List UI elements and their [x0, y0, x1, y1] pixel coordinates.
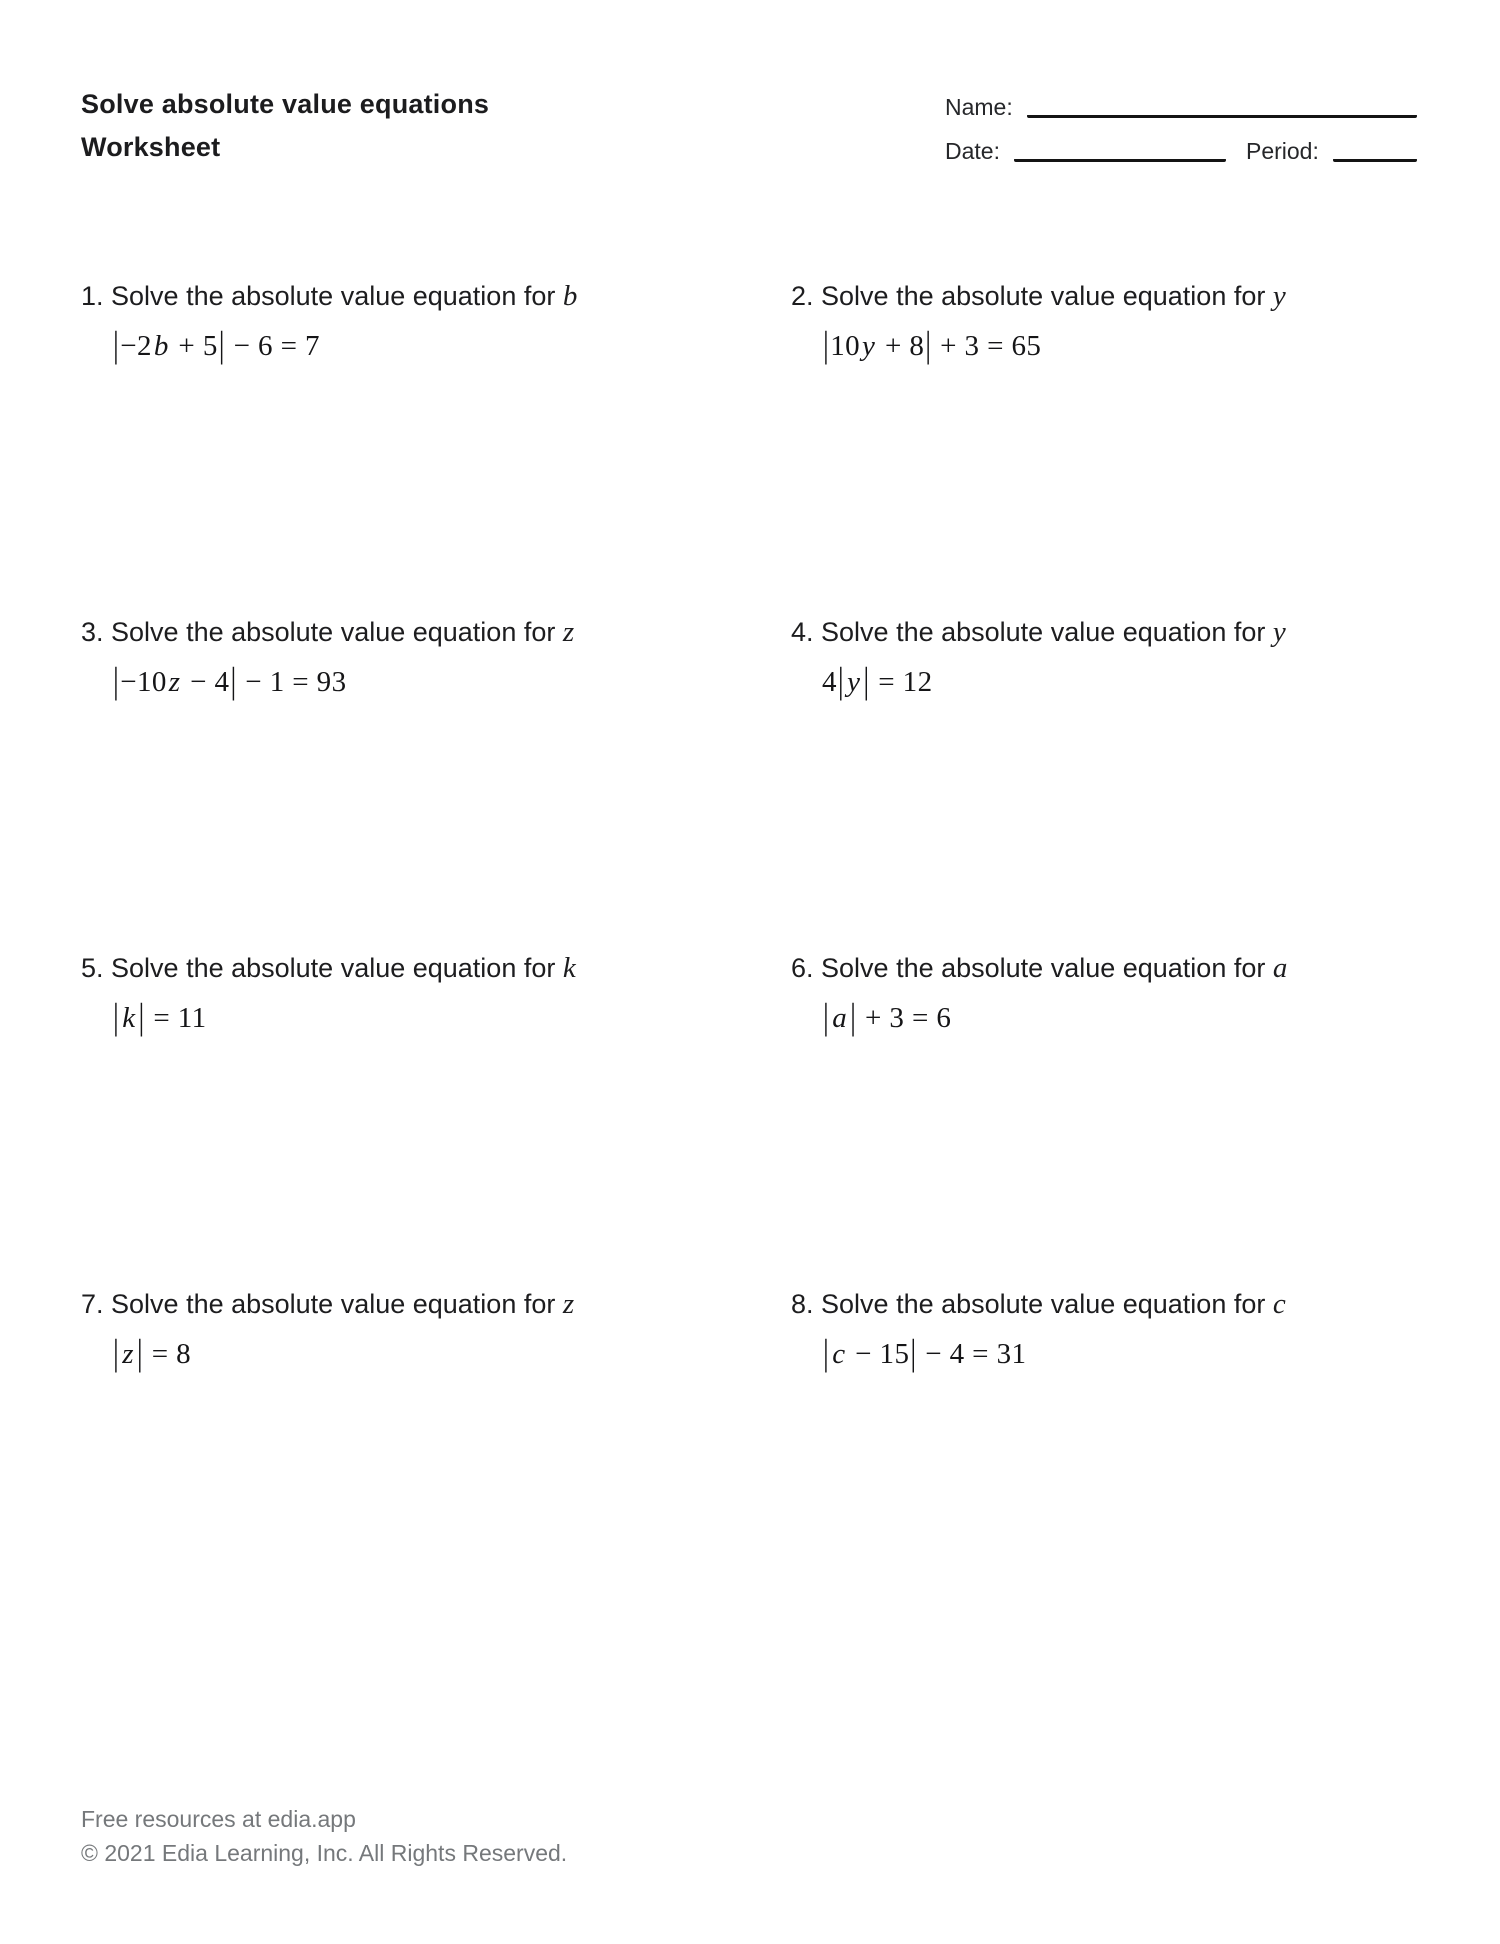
equation-token: 4	[822, 666, 837, 698]
absolute-value-bar: |	[113, 324, 120, 366]
absolute-value-bar: |	[823, 996, 830, 1038]
footer-resources-text: Free resources at edia.app	[81, 1806, 356, 1832]
problem-number: 6.	[791, 953, 814, 983]
equation-token: + 3 = 6	[857, 1002, 952, 1034]
name-field-row	[945, 93, 1417, 121]
equation-token: + 5	[170, 330, 218, 362]
absolute-value-bar: |	[850, 996, 857, 1038]
problem-prompt: Solve the absolute value equation for	[103, 617, 563, 647]
equation-token: − 4 = 31	[917, 1338, 1027, 1370]
problem-prompt: Solve the absolute value equation for	[103, 281, 563, 311]
equation-token: a	[832, 1002, 848, 1034]
absolute-value-bar: |	[113, 660, 120, 702]
equation-token: = 11	[145, 1002, 207, 1034]
problem-item	[791, 1286, 1417, 1622]
student-fields	[945, 93, 1417, 165]
equation-token: y	[847, 666, 861, 698]
date-label: Date:	[945, 138, 1000, 164]
equation-token: 10	[830, 330, 861, 362]
equation-token: = 8	[144, 1338, 192, 1370]
equation-token: y	[862, 330, 876, 362]
page-title-line1: Solve absolute value equations	[81, 89, 490, 119]
problem-equation	[112, 1332, 791, 1374]
date-blank-line	[1014, 158, 1226, 162]
equation-token: c	[832, 1338, 846, 1370]
problem-prompt: Solve the absolute value equation for	[813, 617, 1273, 647]
problem-label	[791, 614, 1417, 650]
absolute-value-bar: |	[925, 324, 932, 366]
problem-label	[81, 614, 791, 650]
absolute-value-bar: |	[138, 996, 145, 1038]
absolute-value-bar: |	[837, 660, 845, 702]
equation-token: −2	[120, 330, 152, 362]
equation-token: k	[122, 1002, 136, 1034]
page-title-line2: Worksheet	[81, 132, 221, 162]
problem-equation	[822, 996, 1417, 1038]
problem-item	[81, 278, 791, 614]
problem-equation	[112, 660, 791, 702]
period-label: Period:	[1245, 138, 1319, 164]
page-title	[81, 83, 489, 169]
absolute-value-bar: |	[863, 660, 870, 702]
absolute-value-bar: |	[823, 324, 830, 366]
problem-prompt: Solve the absolute value equation for	[813, 953, 1273, 983]
absolute-value-bar: |	[113, 1332, 120, 1374]
period-blank-line	[1333, 158, 1417, 162]
problem-number: 2.	[791, 281, 814, 311]
problem-variable: z	[562, 1288, 575, 1320]
problem-prompt: Solve the absolute value equation for	[813, 281, 1273, 311]
problem-label	[791, 950, 1417, 986]
problem-number: 5.	[81, 953, 104, 983]
problem-equation	[112, 996, 791, 1038]
absolute-value-bar: |	[218, 324, 225, 366]
equation-token: + 3 = 65	[932, 330, 1042, 362]
equation-token: − 6 = 7	[225, 330, 320, 362]
problem-item	[81, 950, 791, 1286]
problem-equation	[822, 324, 1417, 366]
problem-variable: c	[1272, 1288, 1286, 1320]
problem-equation	[112, 324, 791, 366]
problem-variable: a	[1272, 952, 1288, 984]
absolute-value-bar: |	[136, 1332, 144, 1374]
problem-label	[81, 950, 791, 986]
problem-number: 8.	[791, 1289, 814, 1319]
problem-number: 3.	[81, 617, 104, 647]
equation-token: z	[122, 1338, 134, 1370]
equation-token: − 1 = 93	[237, 666, 347, 698]
problem-number: 7.	[81, 1289, 104, 1319]
problem-variable: y	[1272, 280, 1286, 312]
footer-copyright-text: © 2021 Edia Learning, Inc. All Rights Reserved.	[81, 1840, 568, 1866]
equation-token: + 8	[877, 330, 925, 362]
date-period-field-row	[945, 137, 1417, 165]
problem-prompt: Solve the absolute value equation for	[813, 1289, 1273, 1319]
equation-token: − 4	[182, 666, 230, 698]
name-label: Name:	[945, 94, 1013, 120]
problem-item	[81, 1286, 791, 1622]
problem-variable: b	[562, 280, 578, 312]
equation-token: = 12	[870, 666, 933, 698]
absolute-value-bar: |	[113, 996, 120, 1038]
equation-token: −10	[120, 666, 167, 698]
problem-equation	[822, 660, 1417, 702]
equation-token: z	[168, 666, 181, 698]
problem-equation	[822, 1332, 1417, 1374]
problem-prompt: Solve the absolute value equation for	[103, 1289, 563, 1319]
problem-number: 4.	[791, 617, 814, 647]
problem-item	[81, 614, 791, 950]
equation-token: − 15	[847, 1338, 910, 1370]
problem-item	[791, 950, 1417, 1286]
problem-label	[791, 1286, 1417, 1322]
problem-item	[791, 278, 1417, 614]
problem-label	[81, 1286, 791, 1322]
problem-label	[81, 278, 791, 314]
problem-number: 1.	[81, 281, 104, 311]
problem-variable: k	[562, 952, 576, 984]
absolute-value-bar: |	[823, 1332, 830, 1374]
problem-item	[791, 614, 1417, 950]
absolute-value-bar: |	[910, 1332, 917, 1374]
absolute-value-bar: |	[230, 660, 237, 702]
name-blank-line	[1027, 114, 1417, 118]
equation-token: b	[153, 330, 169, 362]
problem-label	[791, 278, 1417, 314]
problem-variable: z	[562, 616, 575, 648]
page-footer	[81, 1802, 567, 1870]
problem-variable: y	[1272, 616, 1286, 648]
problems-grid	[81, 278, 1417, 1622]
problem-prompt: Solve the absolute value equation for	[103, 953, 563, 983]
